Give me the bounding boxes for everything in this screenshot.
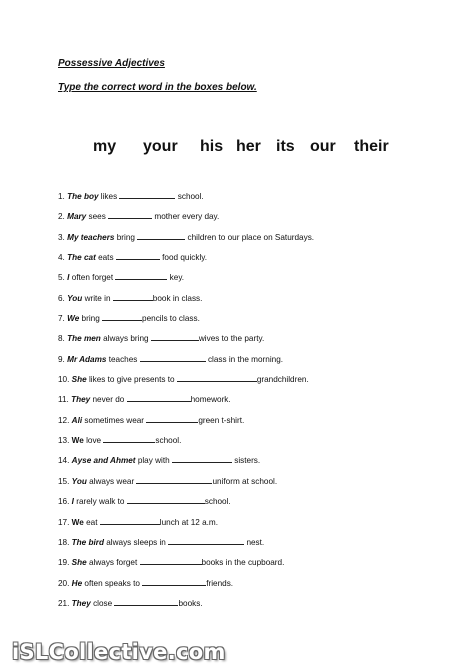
exercise-item bbox=[58, 475, 458, 495]
answer-blank[interactable] bbox=[102, 312, 142, 321]
answer-blank[interactable] bbox=[136, 475, 212, 484]
exercise-item bbox=[58, 556, 458, 576]
item-number: 17. bbox=[58, 517, 70, 527]
word-bank-item: his bbox=[200, 138, 224, 155]
answer-blank[interactable] bbox=[137, 231, 185, 240]
exercise-item bbox=[58, 190, 458, 210]
item-text-before: bring bbox=[116, 232, 135, 242]
item-text-before: likes to give presents to bbox=[88, 375, 175, 385]
answer-blank[interactable] bbox=[177, 373, 257, 382]
item-subject: The boy bbox=[67, 192, 99, 201]
item-text-before: love bbox=[86, 436, 102, 446]
item-subject: We bbox=[67, 314, 80, 324]
item-number: 4. bbox=[58, 253, 65, 263]
item-number: 3. bbox=[58, 232, 65, 242]
answer-blank[interactable] bbox=[103, 434, 155, 443]
item-text-before: sees bbox=[88, 212, 106, 222]
word-bank-item: her bbox=[236, 138, 261, 155]
item-subject: We bbox=[71, 436, 84, 446]
answer-blank[interactable] bbox=[142, 577, 206, 586]
item-subject: We bbox=[71, 517, 84, 527]
exercise-item bbox=[58, 434, 458, 454]
item-number: 6. bbox=[58, 293, 65, 303]
item-text-after: homework. bbox=[190, 395, 231, 405]
item-text-after: grandchildren. bbox=[256, 375, 309, 385]
item-text-after: friends. bbox=[206, 578, 234, 588]
item-text-after: book in class. bbox=[152, 293, 203, 303]
answer-blank[interactable] bbox=[127, 393, 191, 402]
item-number: 19. bbox=[58, 558, 70, 568]
item-text-before: play with bbox=[137, 456, 170, 466]
item-text-after: food quickly. bbox=[162, 253, 208, 263]
item-text-after: school. bbox=[204, 497, 231, 507]
item-text-before: likes bbox=[100, 192, 118, 201]
item-text-before: sometimes wear bbox=[84, 415, 145, 425]
answer-blank[interactable] bbox=[100, 516, 160, 525]
word-bank-item: your bbox=[143, 138, 178, 155]
item-number: 7. bbox=[58, 314, 65, 324]
item-number: 18. bbox=[58, 537, 70, 547]
item-text-after: class in the morning. bbox=[207, 354, 284, 364]
item-subject: Mr Adams bbox=[67, 354, 107, 364]
item-subject: The men bbox=[67, 334, 101, 344]
item-text-before: eat bbox=[86, 517, 98, 527]
item-subject: The cat bbox=[67, 253, 96, 263]
word-bank-item: my bbox=[93, 138, 117, 155]
answer-blank[interactable] bbox=[108, 210, 152, 219]
item-subject: I bbox=[71, 497, 74, 507]
word-bank bbox=[93, 138, 403, 160]
answer-blank[interactable] bbox=[146, 414, 198, 423]
answer-blank[interactable] bbox=[140, 353, 206, 362]
exercise-item bbox=[58, 292, 458, 312]
item-text-after: sisters. bbox=[234, 456, 261, 466]
item-subject: The bird bbox=[71, 537, 104, 547]
item-text-before: write in bbox=[84, 293, 111, 303]
item-text-before: teaches bbox=[108, 354, 138, 364]
item-text-before: often forget bbox=[71, 273, 114, 283]
item-text-after: uniform at school. bbox=[212, 476, 278, 486]
item-text-after: mother every day. bbox=[154, 212, 220, 222]
exercise-item bbox=[58, 495, 458, 515]
item-text-after: school. bbox=[155, 436, 182, 446]
answer-blank[interactable] bbox=[114, 597, 178, 606]
item-number: 9. bbox=[58, 354, 65, 364]
item-number: 10. bbox=[58, 375, 70, 385]
item-text-before: always forget bbox=[88, 558, 138, 568]
item-text-after: lunch at 12 a.m. bbox=[159, 517, 219, 527]
item-text-before: never do bbox=[92, 395, 125, 405]
answer-blank[interactable] bbox=[140, 556, 202, 565]
item-text-before: close bbox=[93, 598, 113, 608]
item-text-after: wives to the party. bbox=[198, 334, 265, 344]
item-text-after: school. bbox=[177, 192, 204, 201]
item-number: 20. bbox=[58, 578, 70, 588]
word-bank-item: their bbox=[354, 138, 389, 155]
item-number: 11. bbox=[58, 395, 69, 405]
item-subject: They bbox=[71, 598, 91, 608]
item-number: 16. bbox=[58, 497, 70, 507]
item-number: 8. bbox=[58, 334, 65, 344]
item-subject: Mary bbox=[67, 212, 87, 222]
item-text-before: eats bbox=[98, 253, 114, 263]
item-subject: You bbox=[71, 476, 87, 486]
item-subject: She bbox=[71, 375, 87, 385]
exercise-item bbox=[58, 251, 458, 271]
item-subject: Ali bbox=[71, 415, 83, 425]
item-subject: He bbox=[71, 578, 83, 588]
exercise-item bbox=[58, 231, 458, 251]
item-number: 15. bbox=[58, 476, 70, 486]
exercise-item bbox=[58, 597, 458, 617]
answer-blank[interactable] bbox=[172, 454, 232, 463]
item-subject: You bbox=[67, 293, 83, 303]
exercise-item bbox=[58, 454, 458, 474]
exercise-item bbox=[58, 271, 458, 291]
word-bank-item: our bbox=[310, 138, 336, 155]
item-text-before: always sleeps in bbox=[106, 537, 166, 547]
exercise-item bbox=[58, 393, 458, 413]
item-number: 13. bbox=[58, 436, 70, 446]
answer-blank[interactable] bbox=[127, 495, 205, 504]
item-text-after: pencils to class. bbox=[142, 314, 200, 324]
item-text-after: key. bbox=[169, 273, 185, 283]
item-text-before: always wear bbox=[89, 476, 135, 486]
watermark: iSLCollective.com bbox=[12, 640, 226, 664]
item-subject: She bbox=[71, 558, 87, 568]
item-text-after: books. bbox=[178, 598, 203, 608]
answer-blank[interactable] bbox=[151, 332, 199, 341]
answer-blank[interactable] bbox=[116, 251, 160, 260]
item-number: 1. bbox=[58, 192, 65, 201]
worksheet-instruction: Type the correct word in the boxes below. bbox=[58, 82, 257, 93]
item-text-before: rarely walk to bbox=[76, 497, 125, 507]
item-text-before: always bring bbox=[103, 334, 149, 344]
exercise-item bbox=[58, 312, 458, 332]
item-text-after: green t-shirt. bbox=[198, 415, 245, 425]
exercise-list bbox=[58, 190, 458, 617]
exercise-item bbox=[58, 332, 458, 352]
item-number: 12. bbox=[58, 415, 70, 425]
word-bank-item: its bbox=[276, 138, 295, 155]
item-text-before: bring bbox=[81, 314, 100, 324]
item-subject: I bbox=[67, 273, 70, 283]
item-subject: Ayse and Ahmet bbox=[71, 456, 136, 466]
item-text-after: nest. bbox=[246, 537, 265, 547]
exercise-item bbox=[58, 536, 458, 556]
answer-blank[interactable] bbox=[115, 271, 167, 280]
exercise-item bbox=[58, 373, 458, 393]
answer-blank[interactable] bbox=[113, 292, 153, 301]
exercise-item bbox=[58, 577, 458, 597]
exercise-item bbox=[58, 353, 458, 373]
item-subject: They bbox=[71, 395, 91, 405]
item-text-before: often speaks to bbox=[84, 578, 140, 588]
answer-blank[interactable] bbox=[168, 536, 244, 545]
item-number: 2. bbox=[58, 212, 65, 222]
item-subject: My teachers bbox=[67, 232, 115, 242]
item-number: 14. bbox=[58, 456, 70, 466]
item-text-after: children to our place on Saturdays. bbox=[187, 232, 315, 242]
item-number: 21. bbox=[58, 598, 70, 608]
exercise-item bbox=[58, 414, 458, 434]
item-text-after: books in the cupboard. bbox=[201, 558, 285, 568]
worksheet-title: Possessive Adjectives bbox=[58, 58, 165, 69]
item-number: 5. bbox=[58, 273, 65, 283]
answer-blank[interactable] bbox=[119, 190, 175, 199]
exercise-item bbox=[58, 210, 458, 230]
exercise-item bbox=[58, 516, 458, 536]
